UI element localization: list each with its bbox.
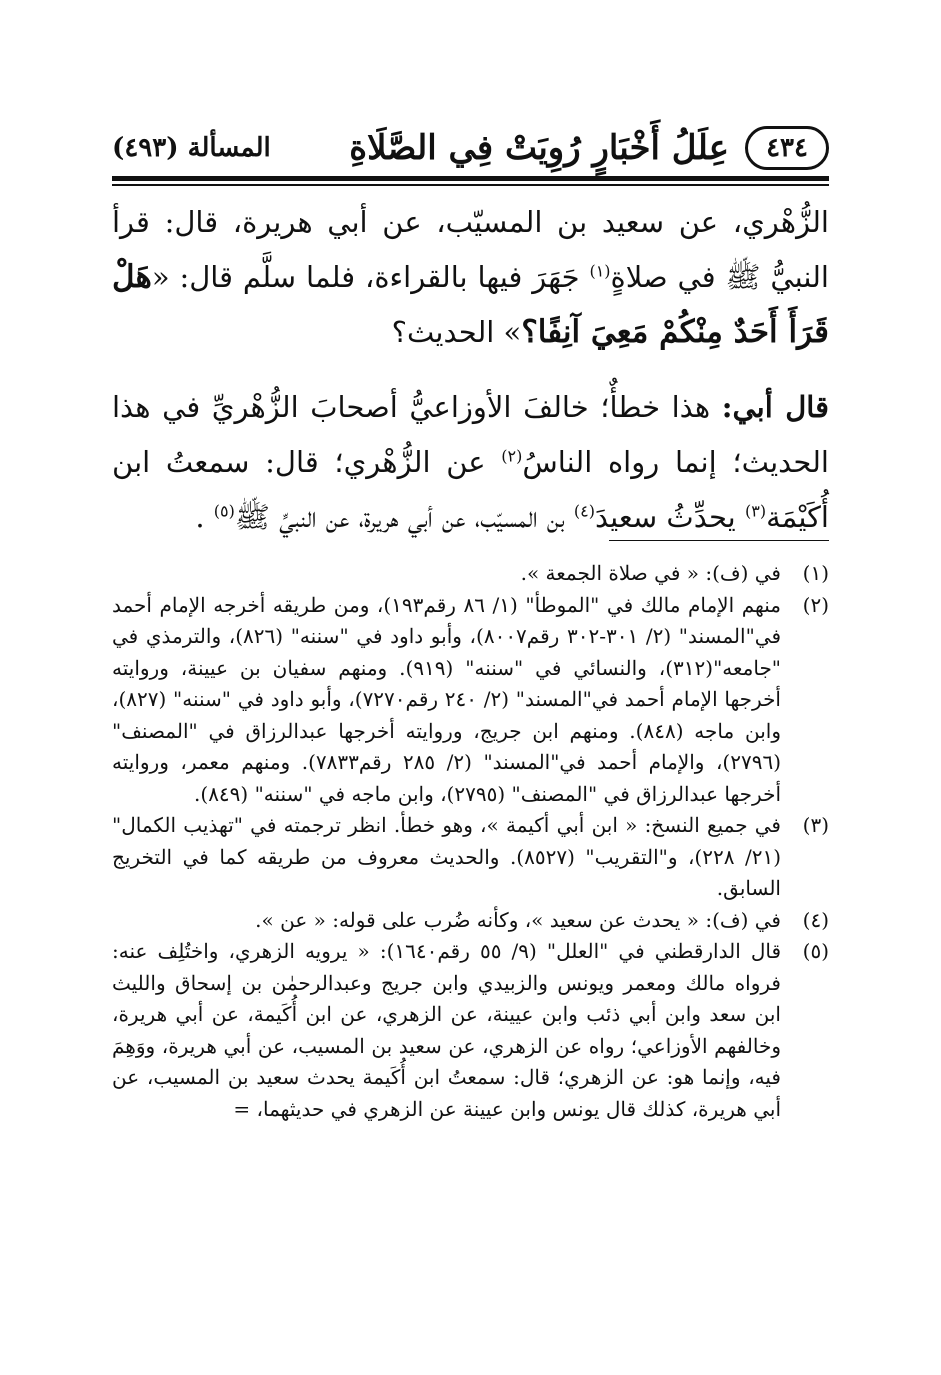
paragraph-2-lead: قال أبي: [721,390,829,424]
paragraph-1-text-2: جَهَرَ فيها بالقراءة، فلما سلَّم قال: « [151,260,590,294]
footnote-number: (٢) [802,592,829,617]
paragraph-2 [112,380,829,545]
footnotes [112,558,829,1125]
footnote-text: في جميع النسخ: « ابن أبي أكيمة »، وهو خطأ. انظر ترجمته في "تهذيب الكمال" (٢١/ ٢٢٨)، و"التقريب" (٨٥٢٧). والحديث معروف من طريقه كما في التخريج السابق. [112,813,781,900]
paragraph-2-text-4: بن المسيّب، عن أبي هريرة، عن النبيِّ ﷺ [234,500,574,534]
footnote-ref-5: (٥) [213,501,235,521]
footnote-text: منهم الإمام مالك في "الموطأ" (١/ ٨٦ رقم١٩٣)، ومن طريقه أخرجه الإمام أحمد في"المسند" (٢/ ٣٠١-٣٠٢ رقم٨٠٠٧)، وأبو داود في "سننه" (٨٢٦)، والترمذي في "جامعه"(٣١٢)، والنسائي في "سننه" (٩١٩). ومنهم سفيان بن عيينة، وروايته أخرجها الإمام أحمد في"المسند" (٢/ ٢٤٠ رقم٧٢٧٠)، وأبو داود في "سننه" (٨٢٧)، وابن ماجه (٨٤٨). ومنهم ابن جريج، وروايته أخرجها عبدالرزاق في "المصنف" (٢٧٩٦)، والإمام أحمد في"المسند" (٢/ ٢٨٥ رقم٧٨٣٣). ومنهم معمر، وروايته أخرجها عبدالرزاق في "المصنف" (٢٧٩٥)، وابن ماجه في "سننه" (٨٤٩). [112,592,782,806]
header-rule-thin [112,184,829,186]
paragraph-2-text-2: عن الزُّهْري؛ قال: سمعتُ ابن أُكَيْمَة [112,445,829,534]
footnote-number: (٥) [802,939,829,963]
paragraph-1-text-1: الزُّهْري، عن سعيد بن المسيّب، عن أبي هريرة، قال: قرأ النبيُّ ﷺ في صلاةٍ [112,205,829,294]
page-header [112,118,829,178]
footnote-number: (٣) [802,813,829,837]
footnote-ref-3: (٣) [744,501,767,521]
footnote-3 [112,810,829,905]
book-title: عِلَلُ أَخْبَارٍ رُوِيَتْ فِي الصَّلَاةِ [349,128,730,168]
paragraph-2-text-1: هذا خطأٌ؛ خالفَ الأوزاعيُّ أصحابَ الزُّهْريِّ في هذا الحديث؛ إنما رواه الناسُ [112,390,829,479]
footnote-4 [112,905,829,937]
footnote-separator [609,540,829,541]
footnote-number: (٤) [802,907,829,932]
paragraph-2-text-5: . [195,500,214,534]
footnote-1 [112,558,829,590]
footnote-text: في (ف): « في صلاة الجمعة ». [520,561,781,585]
paragraph-1-text-3: » الحديث؟ [391,315,522,349]
footnote-2 [112,590,829,811]
footnote-number: (١) [802,561,829,585]
footnote-text: قال الدارقطني في "العلل" (٩/ ٥٥ رقم١٦٤٠): « يرويه الزهري، واختُلِف عنه: فرواه مالك ومعمر ويونس والزبيدي وابن جريج وعبدالرحمٰن بن إسحاق والليث ابن سعد وابن أبي ذئب وابن عيينة، عن الزهري، عن ابن أُكَيمة، عن أبي هريرة، وخالفهم الأوزاعي؛ رواه عن الزهري، عن سعيد بن المسيب، عن أبي هريرة، ووَهِمَ فيه، وإنما هو: عن الزهري؛ قال: سمعتُ ابن أُكَيمة يحدث سعيد بن المسيب، عن أبي هريرة، كذلك قال يونس وابن عيينة عن الزهري في حديثهما، = [112,939,782,1121]
paragraph-1 [112,195,829,360]
main-text [112,195,829,545]
footnote-ref-2: (٢) [501,446,523,466]
footnote-text: في (ف): « يحدث عن سعيد »، وكأنه ضُرب على قوله: « عن ». [255,907,781,932]
paragraph-2-text-3: يحدِّثُ سعيدَ [594,500,745,534]
footnote-ref-1: (١) [589,261,611,281]
page-number: ٤٣٤ [745,126,829,170]
header-title-group [349,126,829,170]
issue-number: المسألة (٤٩٣) [112,133,271,163]
footnote-ref-4: (٤) [573,501,595,521]
hadith-quote: هَلْ قَرَأَ أَحَدٌ مِنْكُمْ مَعِيَ آنِفًا؟ [112,259,829,350]
footnote-5 [112,936,829,1125]
header-rule-thick [112,176,829,181]
